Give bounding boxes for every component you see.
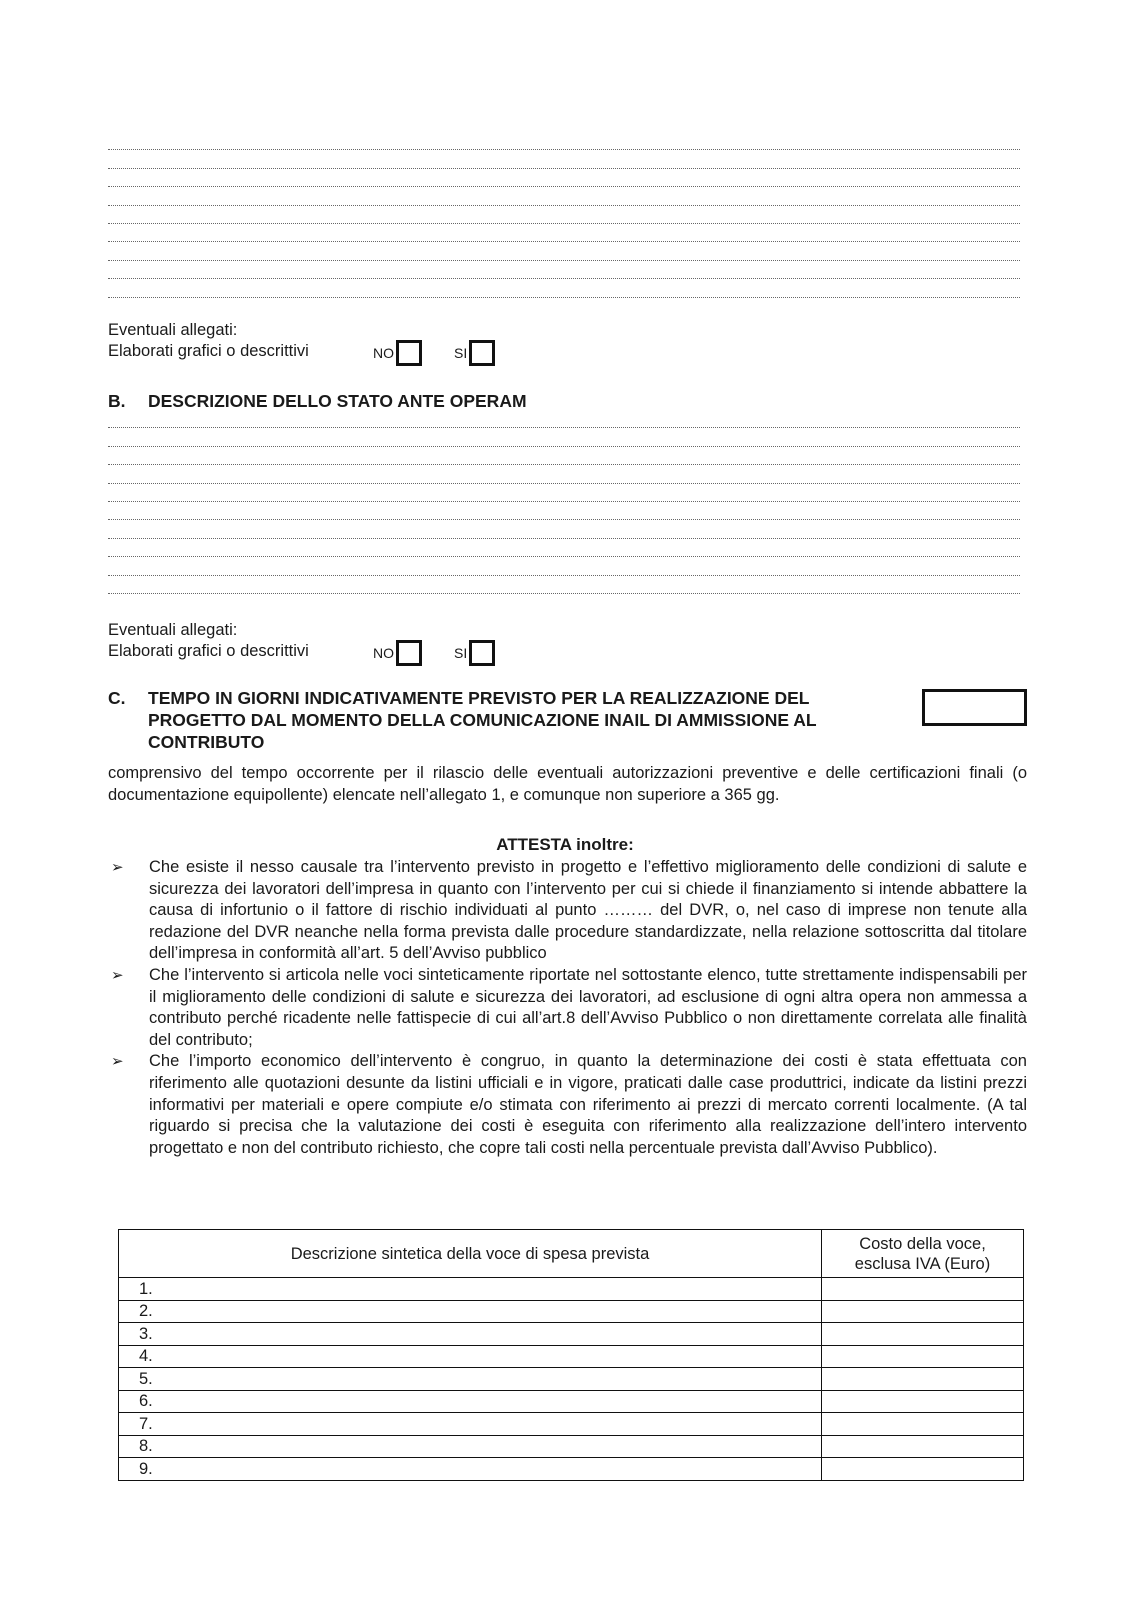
si-option xyxy=(454,341,495,367)
graphics-label: Elaborati grafici o descrittivi xyxy=(108,642,309,660)
description-cell[interactable]: 3. xyxy=(119,1323,822,1346)
section-a-attachments-row xyxy=(108,341,528,363)
table-row xyxy=(119,1435,1024,1458)
description-cell[interactable]: 2. xyxy=(119,1300,822,1323)
description-cell[interactable]: 4. xyxy=(119,1345,822,1368)
attesta-list xyxy=(108,857,1027,1159)
cost-table xyxy=(118,1229,1024,1481)
cost-header-line: Costo della voce, xyxy=(859,1234,986,1253)
description-cell[interactable]: 8. xyxy=(119,1435,822,1458)
table-row xyxy=(119,1345,1024,1368)
attesta-item xyxy=(108,1051,1027,1159)
no-option xyxy=(373,341,422,367)
attesta-item xyxy=(108,857,1027,965)
section-b-attachments-row xyxy=(108,641,528,663)
cost-header-line: esclusa IVA (Euro) xyxy=(854,1254,991,1273)
section-b-attachments-label: Eventuali allegati: xyxy=(108,621,238,639)
no-option xyxy=(373,641,422,667)
fill-line[interactable] xyxy=(108,576,1020,594)
section-b-letter: B. xyxy=(108,391,126,411)
arrow-bullet-icon: ➢ xyxy=(111,1053,124,1071)
cost-cell[interactable] xyxy=(822,1435,1024,1458)
fill-line[interactable] xyxy=(108,132,1020,150)
section-c-heading-line: CONTRIBUTO xyxy=(148,732,265,752)
cost-cell[interactable] xyxy=(822,1390,1024,1413)
attesta-item xyxy=(108,965,1027,1051)
attesta-item-text: Che l’importo economico dell’intervento è congruo, in quanto la determinazione dei costi è stata effettuata con riferimento alle quotazioni desunte da listini ufficiali e in vigore, praticati dalle case produttrici, indicate da listini prezzi informativi per materiali e opere compiute e/o stimata con riferimento ai prezzi di mercato correnti localmente. (A tal riguardo si precisa che la valutazione dei costi è eseguita con riferimento alla realizzazione dell’intero intervento progettato e non del contributo richiesto, che copre tali costi nella percentuale prevista dall’Avviso Pubblico). xyxy=(149,1052,1027,1157)
fill-line[interactable] xyxy=(108,261,1020,279)
si-label: SI xyxy=(454,645,468,662)
description-cell[interactable]: 7. xyxy=(119,1413,822,1436)
table-row xyxy=(119,1390,1024,1413)
no-checkbox[interactable] xyxy=(396,640,422,666)
si-checkbox[interactable] xyxy=(469,340,495,366)
table-row xyxy=(119,1300,1024,1323)
fill-line[interactable] xyxy=(108,428,1020,446)
cost-cell[interactable] xyxy=(822,1345,1024,1368)
attesta-item-text: Che esiste il nesso causale tra l’intervento previsto in progetto e l’effettivo miglioramento delle condizioni di salute e sicurezza dei lavoratori dell’impresa in quanto con l’intervento per cui si chiede il finanziamento si intende abbattere la causa di infortunio o il fattore di rischio individuati al punto ……… del DVR, o, nel caso di imprese non tenute alla redazione del DVR neanche nella forma prevista dalle procedure standardizzate, nella relazione sottoscritta dal titolare dell’impresa in conformità all’art. 5 dell’Avviso pubblico xyxy=(149,858,1027,963)
section-b-heading: DESCRIZIONE DELLO STATO ANTE OPERAM xyxy=(148,391,527,411)
section-c-note: comprensivo del tempo occorrente per il rilascio delle eventuali autorizzazioni preventive e delle certificazioni finali (o documentazione equipollente) elencate nell’allegato 1, e comunque non superiore a 365 gg. xyxy=(108,764,1027,804)
fill-line[interactable] xyxy=(108,502,1020,520)
fill-line[interactable] xyxy=(108,410,1020,428)
no-label: NO xyxy=(373,345,394,362)
description-column-header: Descrizione sintetica della voce di spesa prevista xyxy=(119,1230,822,1278)
arrow-bullet-icon: ➢ xyxy=(111,966,124,984)
attesta-title: ATTESTA inoltre: xyxy=(496,835,634,854)
cost-cell[interactable] xyxy=(822,1368,1024,1391)
cost-column-header xyxy=(822,1230,1024,1278)
fill-line[interactable] xyxy=(108,169,1020,187)
fill-line[interactable] xyxy=(108,465,1020,483)
description-cell[interactable]: 9. xyxy=(119,1458,822,1481)
si-label: SI xyxy=(454,345,468,362)
no-label: NO xyxy=(373,645,394,662)
section-a-attachments-label: Eventuali allegati: xyxy=(108,321,238,339)
table-row xyxy=(119,1323,1024,1346)
cost-cell[interactable] xyxy=(822,1278,1024,1301)
section-b-dotted-lines[interactable] xyxy=(108,410,1020,594)
section-c-heading-line: TEMPO IN GIORNI INDICATIVAMENTE PREVISTO PER LA REALIZZAZIONE DEL xyxy=(148,688,810,708)
days-input-box[interactable] xyxy=(922,689,1027,726)
cost-cell[interactable] xyxy=(822,1323,1024,1346)
fill-line[interactable] xyxy=(108,279,1020,297)
fill-line[interactable] xyxy=(108,242,1020,260)
table-row xyxy=(119,1458,1024,1481)
fill-line[interactable] xyxy=(108,206,1020,224)
table-row xyxy=(119,1368,1024,1391)
fill-line[interactable] xyxy=(108,224,1020,242)
arrow-bullet-icon: ➢ xyxy=(111,859,124,876)
fill-line[interactable] xyxy=(108,187,1020,205)
fill-line[interactable] xyxy=(108,150,1020,168)
section-c-heading xyxy=(148,687,908,753)
description-cell[interactable]: 1. xyxy=(119,1278,822,1301)
si-checkbox[interactable] xyxy=(469,640,495,666)
graphics-label: Elaborati grafici o descrittivi xyxy=(108,342,309,360)
table-row xyxy=(119,1413,1024,1436)
cost-cell[interactable] xyxy=(822,1300,1024,1323)
fill-line[interactable] xyxy=(108,520,1020,538)
cost-cell[interactable] xyxy=(822,1458,1024,1481)
si-option xyxy=(454,641,495,667)
section-c-letter: C. xyxy=(108,688,126,708)
fill-line[interactable] xyxy=(108,539,1020,557)
no-checkbox[interactable] xyxy=(396,340,422,366)
section-c-heading-line: PROGETTO DAL MOMENTO DELLA COMUNICAZIONE INAIL DI AMMISSIONE AL xyxy=(148,710,817,730)
cost-table-header-row xyxy=(119,1230,1024,1278)
table-row xyxy=(119,1278,1024,1301)
fill-line[interactable] xyxy=(108,484,1020,502)
attesta-item-text: Che l’intervento si articola nelle voci sinteticamente riportate nel sottostante elenco, tutte strettamente indispensabili per il miglioramento delle condizioni di salute e sicurezza dei lavoratori, ad esclusione di ogni altra opera non ammessa a contributo perché ricadente nelle fattispecie di cui all’art.8 dell’Avviso Pubblico o non direttamente correlata alle finalità del contributo; xyxy=(149,965,1027,1049)
description-cell[interactable]: 6. xyxy=(119,1390,822,1413)
section-a-dotted-lines[interactable] xyxy=(108,132,1020,298)
fill-line[interactable] xyxy=(108,447,1020,465)
cost-cell[interactable] xyxy=(822,1413,1024,1436)
fill-line[interactable] xyxy=(108,557,1020,575)
description-cell[interactable]: 5. xyxy=(119,1368,822,1391)
